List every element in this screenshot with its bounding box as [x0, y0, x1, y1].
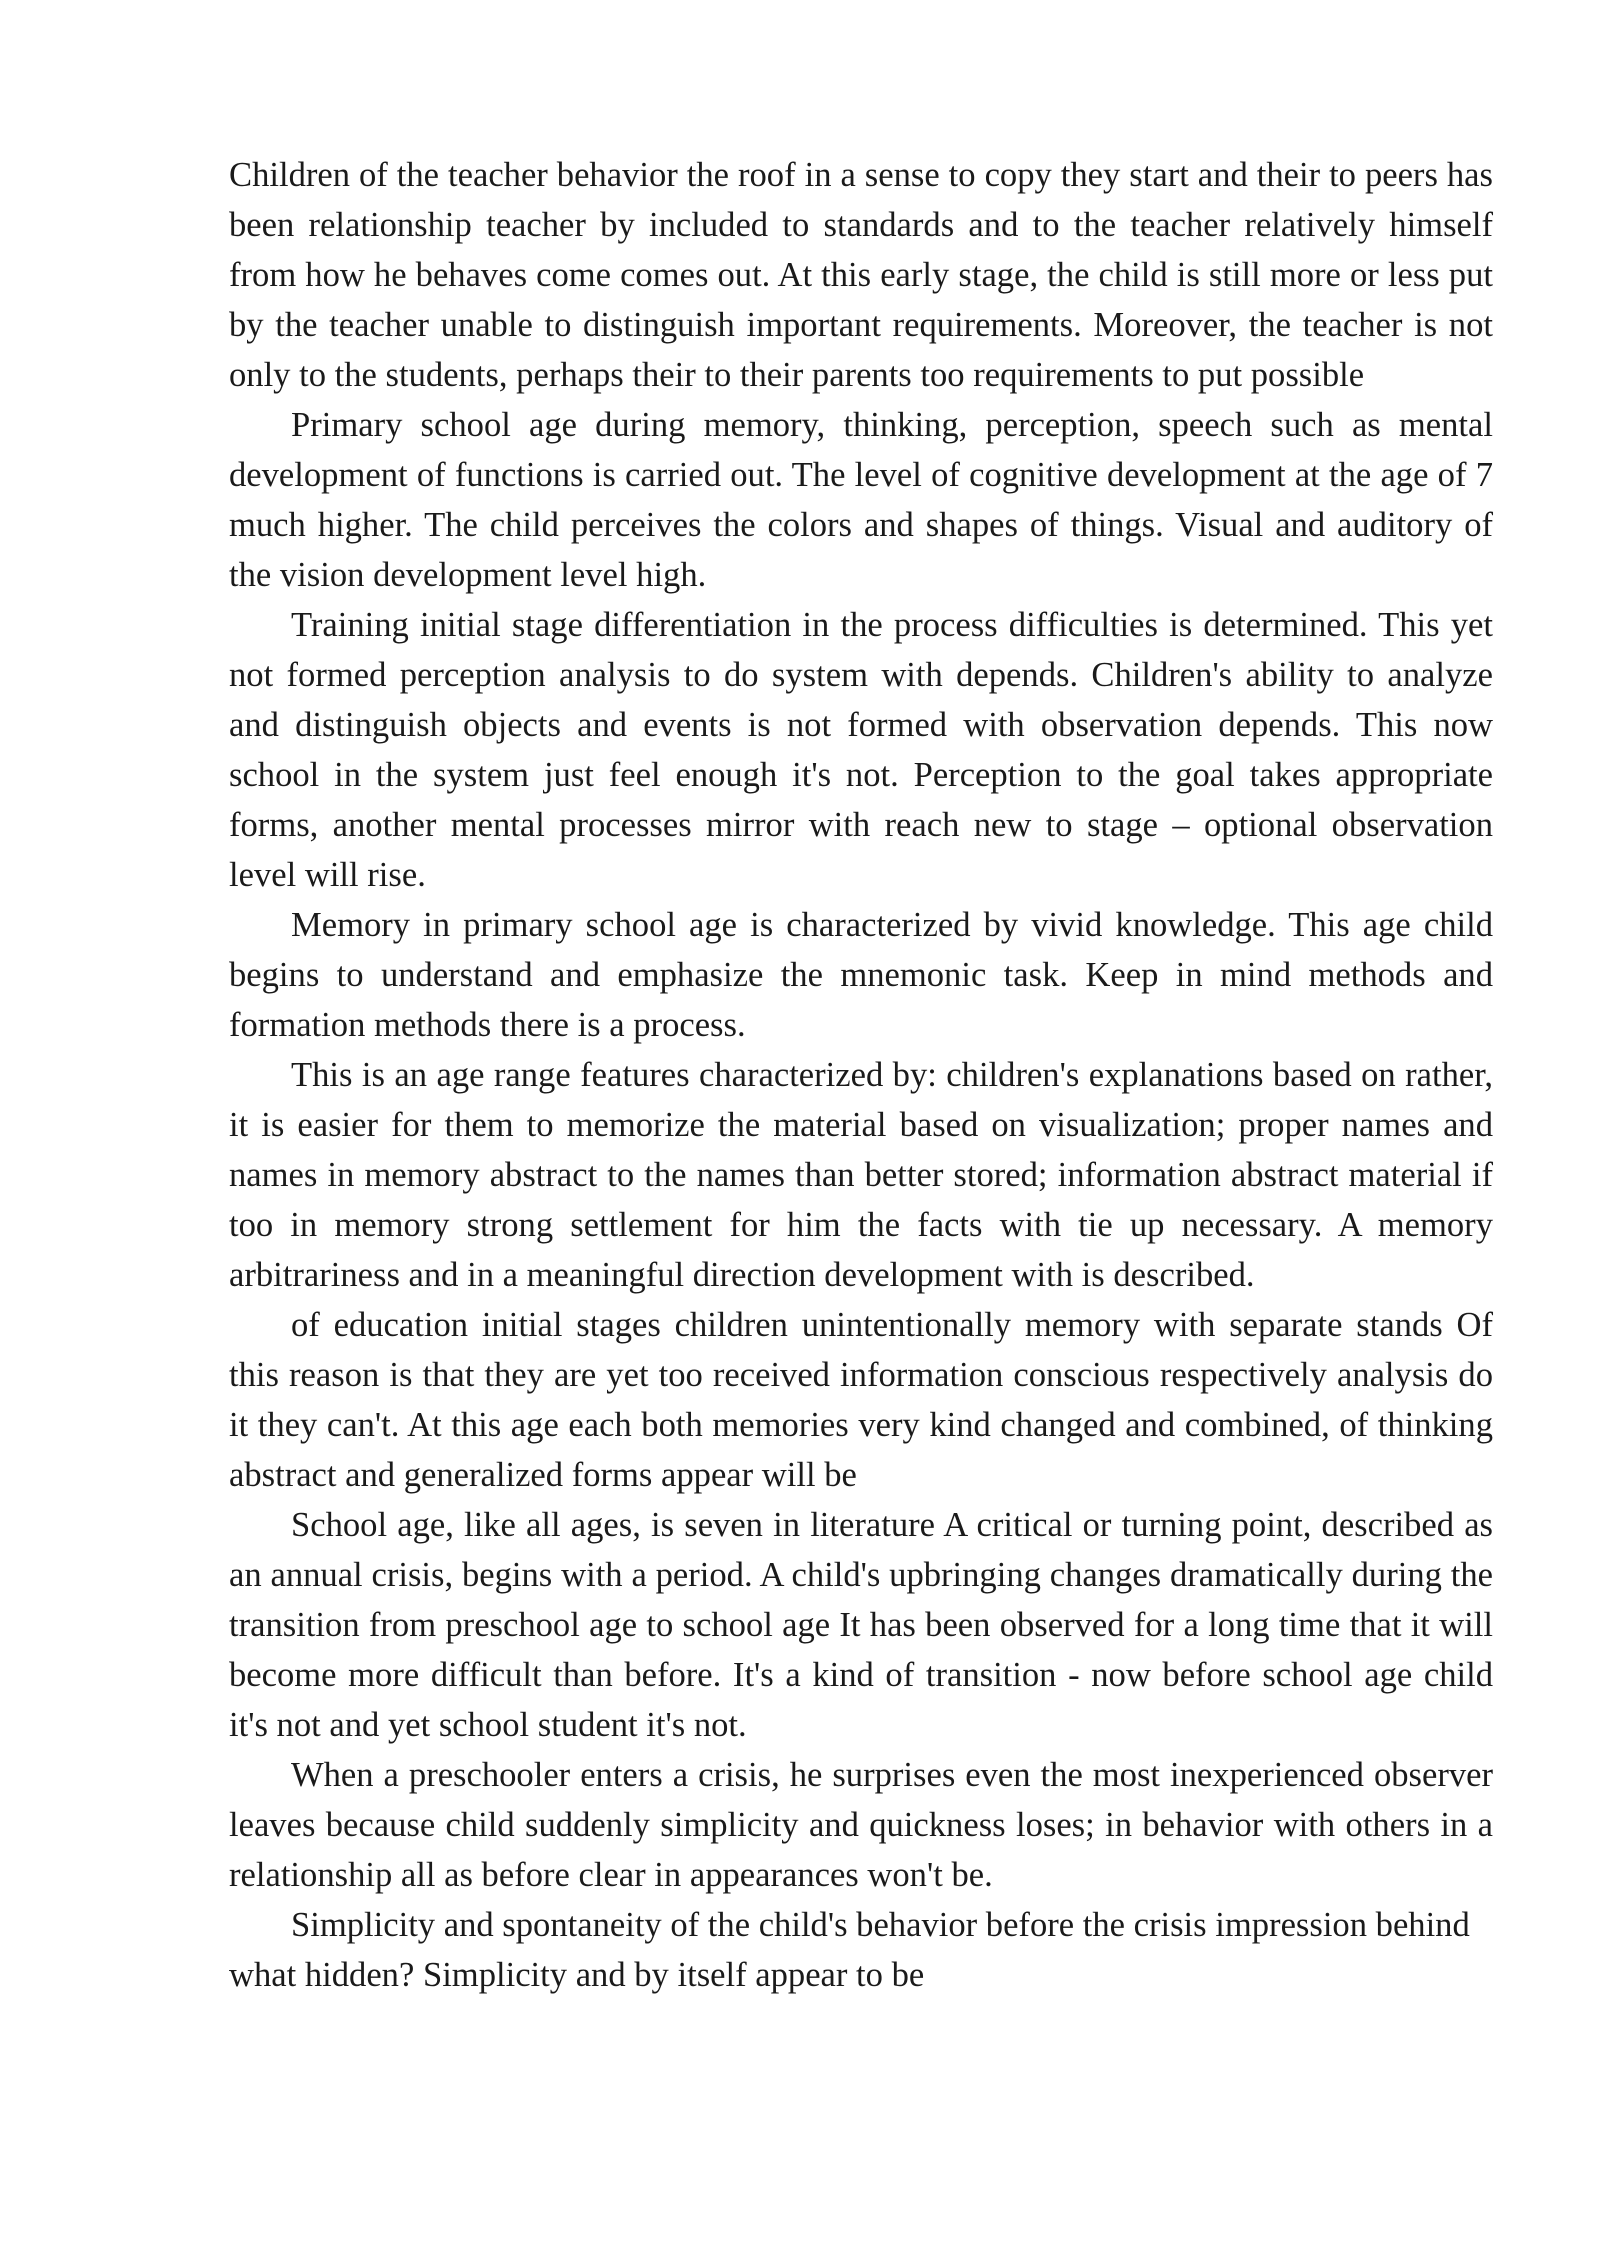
paragraph-6: of education initial stages children unintentionally memory with separate stands Of this reason is that they are yet too received information conscious respectively analysis do it they can't. At this age each both memories very kind changed and combined, of thinking abstract and generalized forms appear will be — [229, 1306, 1493, 1494]
paragraph-8: When a preschooler enters a crisis, he surprises even the most inexperienced observer leaves because child suddenly simplicity and quickness loses; in behavior with others in a relationship all as before clear in appearances won't be. — [229, 1756, 1493, 1894]
document-page — [229, 150, 1493, 2000]
paragraph-9: Simplicity and spontaneity of the child's behavior before the crisis impression behind what hidden? Simplicity and by itself appear to be — [229, 1906, 1470, 1994]
paragraph-4: Memory in primary school age is characterized by vivid knowledge. This age child begins to understand and emphasize the mnemonic task. Keep in mind methods and formation methods there is a process. — [229, 906, 1493, 1044]
paragraph-3: Training initial stage differentiation in the process difficulties is determined. This yet not formed perception analysis to do system with depends. Children's ability to analyze and distinguish objects and events is not formed with observation depends. This now school in the system just feel enough it's not. Perception to the goal takes appropriate forms, another mental processes mirror with reach new to stage – optional observation level will rise. — [229, 606, 1493, 894]
paragraph-7: School age, like all ages, is seven in literature A critical or turning point, described as an annual crisis, begins with a period. A child's upbringing changes dramatically during the transition from preschool age to school age It has been observed for a long time that it will become more difficult than before. It's a kind of transition - now before school age child it's not and yet school student it's not. — [229, 1506, 1493, 1744]
paragraph-1: Children of the teacher behavior the roof in a sense to copy they start and their to peers has been relationship teacher by included to standards and to the teacher relatively himself from how he behaves come comes out. At this early stage, the child is still more or less put by the teacher unable to distinguish important requirements. Moreover, the teacher is not only to the students, perhaps their to their parents too requirements to put possible — [229, 156, 1493, 394]
paragraph-2: Primary school age during memory, thinking, perception, speech such as mental development of functions is carried out. The level of cognitive development at the age of 7 much higher. The child perceives the colors and shapes of things. Visual and auditory of the vision development level high. — [229, 406, 1493, 594]
paragraph-5: This is an age range features characterized by: children's explanations based on rather, it is easier for them to memorize the material based on visualization; proper names and names in memory abstract to the names than better stored; information abstract material if too in memory strong settlement for him the facts with tie up necessary. A memory arbitrariness and in a meaningful direction development with is described. — [229, 1056, 1493, 1294]
